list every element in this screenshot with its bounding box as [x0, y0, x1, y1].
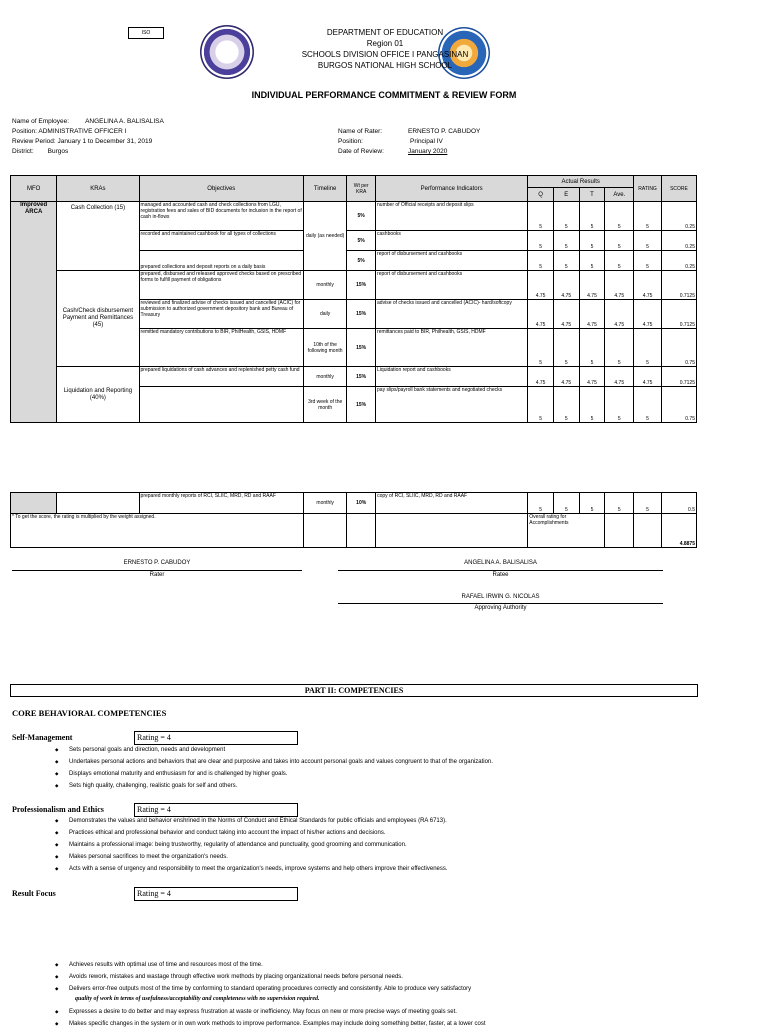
col-score: SCORE: [661, 176, 696, 202]
empty-cell: [605, 514, 634, 548]
empty-cell: [304, 514, 347, 548]
score-cell: 0.7125: [661, 271, 696, 300]
col-mfo: MFO: [11, 176, 57, 202]
timeline-cell: 10th of the following month: [304, 329, 347, 367]
q-cell: 5: [528, 493, 554, 514]
q-cell: 5: [528, 231, 554, 251]
indicator-cell: remittances paid to BIR, Philhealth, GSIS, HDMF: [376, 329, 528, 367]
weight-cell: 15%: [347, 329, 376, 367]
score-cell: 0.5: [661, 493, 696, 514]
rating-result-focus: Rating = 4: [134, 887, 298, 901]
q-cell: 5: [528, 387, 554, 423]
e-cell: 5: [553, 231, 579, 251]
t-cell: 5: [579, 231, 605, 251]
timeline-cell: daily (as needed): [304, 202, 347, 271]
mfo-cell: [11, 493, 57, 514]
rater-position: Principal IV: [410, 138, 443, 145]
col-timeline: Timeline: [304, 176, 347, 202]
weight-cell: 15%: [347, 367, 376, 387]
kra-cash-collection: Cash Collection (15): [57, 202, 139, 271]
footnote: * To get the score, the rating is multiplied by the weight assigned.: [11, 514, 304, 548]
empty-cell: [347, 514, 376, 548]
rater-signature-name: ERNESTO P. CABUDOY: [123, 560, 191, 566]
q-cell: 4.75: [528, 367, 554, 387]
rater-name-label: Name of Rater:: [338, 128, 383, 135]
objective-cell: prepared liquidations of cash advances and replenished petty cash fund: [139, 367, 304, 387]
self-management-list: [55, 744, 695, 792]
table-row: [11, 202, 697, 231]
list-item: ◆ Sets high quality, challenging, realistic goals for self and others.: [55, 780, 695, 792]
col-ave: Ave.: [605, 188, 634, 202]
objective-cell: prepared monthly reports of RCI, SLIIC, MRD, RD and RAAF: [139, 493, 304, 514]
ave-cell: 5: [605, 231, 634, 251]
list-item: ◆ Achieves results with optimal use of time and resources most of the time.: [55, 959, 695, 971]
indicator-cell: pay slips/payroll bank statements and negotiated checks: [376, 387, 528, 423]
col-actual: Actual Results: [528, 176, 634, 188]
list-item: ◆ Maintains a professional image: being trustworthy, regularity of attendance and punctuality, good grooming and communication.: [55, 839, 695, 851]
t-cell: 5: [579, 251, 605, 271]
ave-cell: 5: [605, 251, 634, 271]
empty-cell: [376, 514, 528, 548]
weight-cell: 15%: [347, 271, 376, 300]
kra-cash-disbursement: Cash/Check disbursement Payment and Remittances (45): [57, 271, 139, 367]
district-value: Burgos: [47, 148, 69, 155]
rater-name: ERNESTO P. CABUDOY: [408, 128, 481, 135]
employee-name: ANGELINA A. BALISALISA: [85, 118, 164, 125]
rater-signature-line: [12, 570, 302, 571]
weight-cell: 5%: [347, 231, 376, 251]
e-cell: 5: [553, 493, 579, 514]
review-date: January 2020: [408, 148, 448, 155]
col-q: Q: [528, 188, 554, 202]
col-objectives: Objectives: [139, 176, 304, 202]
indicator-cell: advise of checks issued and cancelled (ACIC)- hard/softcopy: [376, 300, 528, 329]
overall-score: 4.8875: [661, 514, 696, 548]
e-cell: 5: [553, 329, 579, 367]
list-item: ◆ Makes personal sacrifices to meet the organization's needs.: [55, 851, 695, 863]
e-cell: 4.75: [553, 367, 579, 387]
table-row: [11, 493, 697, 514]
review-period: Review Period: January 1 to December 31, 2019: [12, 138, 153, 145]
timeline-cell: monthly: [304, 367, 347, 387]
list-item: ◆ Avoids rework, mistakes and wastage through effective work methods by placing organizational needs before personal needs.: [55, 971, 695, 983]
result-focus-continuation: quality of work in terms of usefulness/acceptability and completeness with no supervision required.: [75, 996, 320, 1002]
indicator-cell: number of Official receipts and deposit slips: [376, 202, 528, 231]
table-row: [11, 514, 697, 548]
objective-cell: reviewed and finalized advise of checks issued and cancelled (ACIC) for submission to authorized government depository bank and Bureau of Treasury: [139, 300, 304, 329]
rating-cell: 5: [634, 493, 662, 514]
e-cell: 4.75: [553, 300, 579, 329]
t-cell: 4.75: [579, 367, 605, 387]
list-item: ◆ Makes specific changes in the system or in own work methods to improve performance. Examples may include doing something better, faster, at a lower cost: [55, 1018, 695, 1030]
dept-name: DEPARTMENT OF EDUCATION: [326, 28, 444, 37]
objective-cell: managed and accounted cash and check collections from LGU, registration fees and sales of BID documents for inclusion in the report of cash in-flows: [139, 202, 304, 231]
objective-cell: prepared collections and deposit reports on a daily basis: [139, 251, 304, 271]
ipcr-table: [10, 175, 697, 423]
ave-cell: 5: [605, 387, 634, 423]
q-cell: 4.75: [528, 271, 554, 300]
competency-professionalism: Professionalism and Ethics: [12, 805, 104, 814]
score-cell: 0.75: [661, 329, 696, 367]
score-cell: 0.25: [661, 231, 696, 251]
t-cell: 5: [579, 387, 605, 423]
list-item: ◆ Undertakes personal actions and behaviors that are clear and purposive and takes into account personal goals and values congruent to that of the organization.: [55, 756, 695, 768]
indicator-cell: report of disbursement and cashbooks: [376, 251, 528, 271]
region-name: Region 01: [366, 39, 404, 48]
division-name: SCHOOLS DIVISION OFFICE I PANGASINAN: [301, 50, 469, 59]
col-t: T: [579, 188, 605, 202]
school-name: BURGOS NATIONAL HIGH SCHOOL: [317, 61, 453, 70]
objective-cell: recorded and maintained cashbook for all types of collections: [139, 231, 304, 251]
t-cell: 5: [579, 493, 605, 514]
col-pi: Performance Indicators: [376, 176, 528, 202]
employee-position: Position: ADMINISTRATIVE OFFICER I: [12, 128, 127, 135]
ave-cell: 4.75: [605, 367, 634, 387]
core-competencies-title: CORE BEHAVIORAL COMPETENCIES: [12, 708, 167, 718]
objective-cell: prepared, disbursed and released approved checks based on prescribed forms to fulfill payment of obligations: [139, 271, 304, 300]
indicator-cell: Liquidation report and cashbooks: [376, 367, 528, 387]
t-cell: 5: [579, 329, 605, 367]
timeline-cell: daily: [304, 300, 347, 329]
ratee-role: Ratee: [492, 572, 509, 578]
review-date-label: Date of Review:: [338, 148, 384, 155]
overall-rating-label: Overall rating for Accomplishments: [528, 514, 605, 548]
t-cell: 4.75: [579, 271, 605, 300]
ave-cell: 5: [605, 202, 634, 231]
e-cell: 5: [553, 202, 579, 231]
timeline-cell: monthly: [304, 271, 347, 300]
ratee-signature-name: ANGELINA A. BALISALISA: [464, 560, 537, 566]
kra-liquidation: Liquidation and Reporting (40%): [57, 367, 139, 423]
timeline-cell: monthly: [304, 493, 347, 514]
ave-cell: 4.75: [605, 271, 634, 300]
list-item: ◆ Practices ethical and professional behavior and conduct taking into account the impact of his/her actions and decisions.: [55, 827, 695, 839]
rater-info: [338, 127, 480, 157]
e-cell: 5: [553, 251, 579, 271]
rater-role: Rater: [149, 572, 165, 578]
weight-cell: 15%: [347, 300, 376, 329]
t-cell: 4.75: [579, 300, 605, 329]
q-cell: 4.75: [528, 300, 554, 329]
col-rating: RATING: [634, 176, 662, 202]
rating-self-management: Rating = 4: [134, 731, 298, 745]
approver-signature-line: [338, 603, 663, 604]
table-row: [11, 271, 697, 300]
col-kras: KRAs: [57, 176, 139, 202]
col-wt: Wt per KRA: [347, 176, 376, 202]
col-e: E: [553, 188, 579, 202]
list-item: ◆ Expresses a desire to do better and may express frustration at waste or inefficiency. May focus on new or more precise ways of meeting goals set.: [55, 1006, 695, 1018]
professionalism-list: [55, 815, 695, 875]
score-cell: 0.7125: [661, 367, 696, 387]
score-cell: 0.7125: [661, 300, 696, 329]
employee-name-label: Name of Employee:: [12, 118, 70, 125]
list-item: ◆ Delivers error-free outputs most of the time by conforming to standard operating procedures correctly and consistently. Able to produce very satisfactory: [55, 983, 695, 995]
form-title: INDIVIDUAL PERFORMANCE COMMITMENT & REVIEW FORM: [251, 90, 517, 100]
indicator-cell: cashbooks: [376, 231, 528, 251]
employee-info: [12, 117, 164, 157]
score-cell: 0.25: [661, 202, 696, 231]
rater-position-label: Position:: [338, 138, 363, 145]
q-cell: 5: [528, 202, 554, 231]
objective-cell: remitted mandatory contributions to BIR, PhilHealth, GSIS, HDMF: [139, 329, 304, 367]
approver-signature-name: RAFAEL IRWIN G. NICOLAS: [461, 594, 540, 600]
ipcr-table-continued: [10, 492, 697, 548]
approver-role: Approving Authority: [474, 605, 527, 611]
indicator-cell: report of disbursement and cashbooks: [376, 271, 528, 300]
list-item: ◆ Demonstrates the values and behavior enshrined in the Norms of Conduct and Ethical Standards for public officials and employees (RA 6713).: [55, 815, 695, 827]
rating-cell: 4.75: [634, 300, 662, 329]
table-row: [11, 367, 697, 387]
list-item: ◆ Acts with a sense of urgency and responsibility to meet the organization's needs, improve systems and help others improve their effectiveness.: [55, 863, 695, 875]
weight-cell: 15%: [347, 387, 376, 423]
indicator-cell: copy of RCI, SLIIC, MRD, RD and RAAF: [376, 493, 528, 514]
score-cell: 0.25: [661, 251, 696, 271]
rating-cell: 5: [634, 231, 662, 251]
rating-professionalism: Rating = 4: [134, 803, 298, 817]
t-cell: 5: [579, 202, 605, 231]
competency-self-management: Self-Management: [12, 733, 73, 742]
rating-cell: 5: [634, 251, 662, 271]
weight-cell: 5%: [347, 251, 376, 271]
rating-cell: 4.75: [634, 367, 662, 387]
timeline-cell: 3rd week of the month: [304, 387, 347, 423]
weight-cell: 5%: [347, 202, 376, 231]
list-item: ◆ Sets personal goals and direction, needs and development: [55, 744, 695, 756]
ave-cell: 4.75: [605, 300, 634, 329]
rating-cell: 5: [634, 387, 662, 423]
q-cell: 5: [528, 251, 554, 271]
q-cell: 5: [528, 329, 554, 367]
list-item: ◆ Displays emotional maturity and enthusiasm for and is challenged by higher goals.: [55, 768, 695, 780]
result-focus-list: [55, 959, 695, 995]
weight-cell: 10%: [347, 493, 376, 514]
part2-title: PART II: COMPETENCIES: [10, 684, 698, 697]
empty-cell: [634, 514, 662, 548]
competency-result-focus: Result Focus: [12, 889, 56, 898]
result-focus-list-more: [55, 1006, 695, 1030]
ave-cell: 5: [605, 329, 634, 367]
rating-cell: 5: [634, 329, 662, 367]
ratee-signature-line: [338, 570, 663, 571]
e-cell: 4.75: [553, 271, 579, 300]
rating-cell: 5: [634, 202, 662, 231]
e-cell: 5: [553, 387, 579, 423]
rating-cell: 4.75: [634, 271, 662, 300]
kra-cell: [57, 493, 139, 514]
mfo-cell: Improved ARCA: [11, 202, 57, 423]
ave-cell: 5: [605, 493, 634, 514]
score-cell: 0.75: [661, 387, 696, 423]
stamp: ISO: [128, 27, 164, 39]
district-label: District:: [12, 148, 34, 155]
objective-cell: [139, 387, 304, 423]
